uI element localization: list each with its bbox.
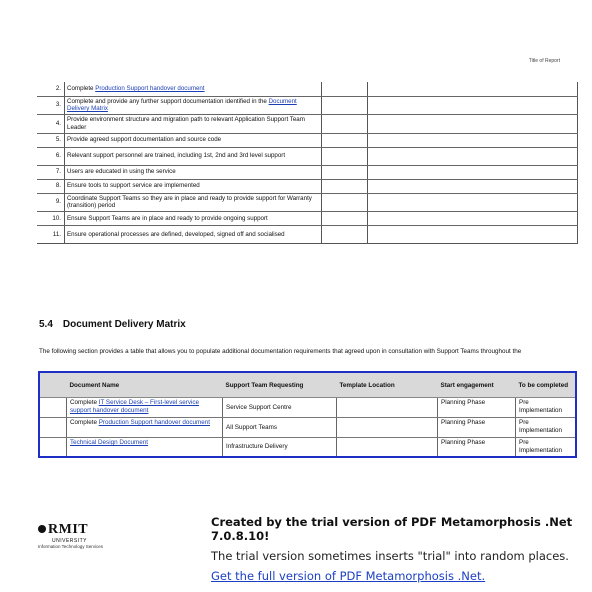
section-title: Document Delivery Matrix [62, 319, 186, 330]
checklist-number: 6. [37, 147, 65, 165]
matrix-start-cell: Planning Phase [438, 438, 516, 457]
document-link[interactable]: IT Service Desk – First-level service support handover document [70, 399, 200, 414]
matrix-location-cell [337, 438, 438, 457]
checklist-task [65, 115, 322, 134]
checklist-task [65, 226, 322, 244]
checklist-notes-cell [368, 165, 578, 179]
checklist-row [37, 212, 578, 226]
checklist-number: 5. [37, 133, 65, 147]
matrix-location-cell [337, 418, 438, 438]
checklist-task [65, 96, 322, 115]
text-segment: Ensure operational processes are defined, developed, signed off and socialised [67, 230, 285, 238]
document-link[interactable]: Technical Design Document [70, 439, 149, 446]
trial-notice [211, 515, 581, 583]
checklist-row [37, 165, 578, 179]
text-segment: Ensure Support Teams are in place and ready to provide ongoing support [67, 214, 268, 222]
rmit-logo-text: RMIT [48, 522, 89, 537]
matrix-blank-cell [39, 418, 67, 438]
matrix-header-team: Support Team Requesting [223, 372, 337, 398]
checklist-number: 11. [37, 226, 65, 244]
text-segment: Complete [67, 84, 96, 92]
matrix-start-cell: Planning Phase [438, 418, 516, 438]
matrix-document-cell [67, 398, 223, 418]
text-segment: Complete [70, 399, 99, 406]
matrix-location-cell [337, 398, 438, 418]
text-segment: Complete and provide any further support documentation identified in the [67, 97, 269, 105]
text-segment: Users are educated in using the service [67, 168, 176, 176]
checklist-notes-cell [368, 179, 578, 193]
rmit-logo [38, 522, 103, 549]
checklist-task [65, 179, 322, 193]
checklist-status-cell [322, 179, 368, 193]
checklist-status-cell [322, 193, 368, 212]
checklist-row [37, 115, 578, 134]
checklist-number: 4. [37, 115, 65, 134]
checklist-row [37, 82, 578, 96]
matrix-row [39, 398, 576, 418]
checklist-row [37, 226, 578, 244]
checklist-status-cell [322, 133, 368, 147]
matrix-team-cell: All Support Teams [223, 418, 337, 438]
section-number: 5.4 [39, 319, 53, 330]
checklist-number: 7. [37, 165, 65, 179]
document-link[interactable]: Document Delivery Matrix [67, 97, 297, 113]
text-segment: Provide environment structure and migration path to relevant Application Support Team Leader [67, 116, 305, 131]
checklist-status-cell [322, 82, 368, 96]
trial-line-2: The trial version sometimes inserts "trial" into random places. [211, 549, 569, 563]
checklist-task [65, 82, 322, 96]
support-checklist-table [37, 82, 578, 244]
checklist-task [65, 165, 322, 179]
matrix-complete-cell: Pre Implementation [516, 438, 577, 457]
trial-full-version-link[interactable]: Get the full version of PDF Metamorphosis .Net. [211, 569, 486, 583]
checklist-number: 9. [37, 193, 65, 212]
checklist-row [37, 147, 578, 165]
trial-line-1: Created by the trial version of PDF Metamorphosis .Net 7.0.8.10! [211, 515, 573, 543]
checklist-status-cell [322, 165, 368, 179]
checklist-status-cell [322, 115, 368, 134]
text-segment: Complete [70, 419, 99, 426]
matrix-header-blank [39, 372, 67, 398]
checklist-row [37, 179, 578, 193]
checklist-task [65, 212, 322, 226]
checklist-notes-cell [368, 133, 578, 147]
matrix-header-complete: To be completed [516, 372, 577, 398]
checklist-notes-cell [368, 212, 578, 226]
checklist-status-cell [322, 96, 368, 115]
matrix-row [39, 418, 576, 438]
document-link[interactable]: Production Support handover document [98, 419, 211, 426]
matrix-start-cell: Planning Phase [438, 398, 516, 418]
document-link[interactable]: Production Support handover document [95, 84, 205, 92]
matrix-document-cell [67, 418, 223, 438]
matrix-header-row [39, 372, 576, 398]
matrix-header-location: Template Location [337, 372, 438, 398]
checklist-number: 2. [37, 82, 65, 96]
text-segment: Ensure tools to support service are implemented [67, 182, 200, 190]
matrix-document-cell [67, 438, 223, 457]
matrix-header-start: Start engagement [438, 372, 516, 398]
checklist-number: 3. [37, 96, 65, 115]
checklist-task [65, 193, 322, 212]
checklist-notes-cell [368, 193, 578, 212]
report-title-header: Title of Report [528, 58, 560, 64]
checklist-notes-cell [368, 147, 578, 165]
rmit-logo-mark-icon [38, 525, 46, 533]
checklist-task [65, 147, 322, 165]
university-label: UNIVERSITY [52, 538, 88, 544]
text-segment: Relevant support personnel are trained, including 1st, 2nd and 3rd level support [67, 152, 286, 160]
text-segment: Coordinate Support Teams so they are in place and ready to provide support for Warranty (transition) period [67, 194, 312, 210]
checklist-status-cell [322, 226, 368, 244]
checklist-notes-cell [368, 96, 578, 115]
checklist-notes-cell [368, 82, 578, 96]
checklist-status-cell [322, 212, 368, 226]
section-heading [39, 319, 186, 330]
department-label: Information Technology Services [38, 544, 103, 549]
checklist-number: 10. [37, 212, 65, 226]
matrix-complete-cell: Pre Implementation [516, 418, 577, 438]
document-delivery-matrix [38, 371, 577, 458]
checklist-row [37, 133, 578, 147]
matrix-team-cell: Infrastructure Delivery [223, 438, 337, 457]
matrix-blank-cell [39, 398, 67, 418]
text-segment: Provide agreed support documentation and source code [67, 136, 222, 144]
checklist-notes-cell [368, 115, 578, 134]
checklist-number: 8. [37, 179, 65, 193]
checklist-status-cell [322, 147, 368, 165]
section-intro: The following section provides a table that allows you to populate additional documentation requirements that agreed upon in consultation with Support Teams throughout the [39, 348, 522, 355]
matrix-complete-cell: Pre Implementation [516, 398, 577, 418]
matrix-team-cell: Service Support Centre [223, 398, 337, 418]
checklist-row [37, 193, 578, 212]
matrix-row [39, 438, 576, 457]
checklist-row [37, 96, 578, 115]
checklist-notes-cell [368, 226, 578, 244]
matrix-blank-cell [39, 438, 67, 457]
matrix-header-document: Document Name [67, 372, 223, 398]
checklist-task [65, 133, 322, 147]
